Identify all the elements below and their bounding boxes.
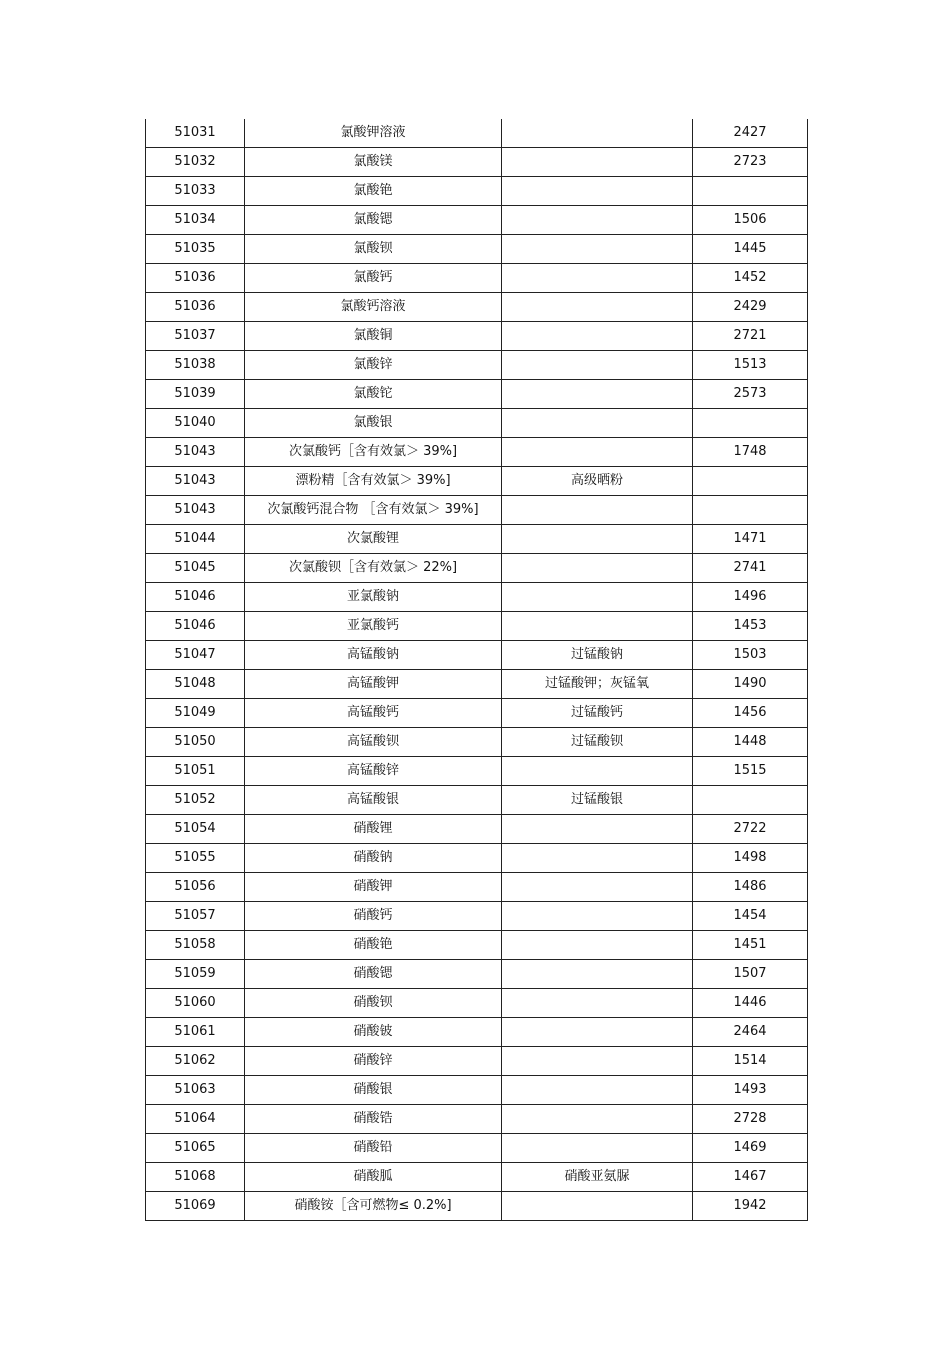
cell-name: 硝酸钠	[245, 844, 502, 873]
cell-alias: 过锰酸钙	[502, 699, 693, 728]
cell-alias	[502, 815, 693, 844]
cell-alias	[502, 264, 693, 293]
cell-alias	[502, 409, 693, 438]
cell-number: 51043	[146, 496, 245, 525]
cell-un-number: 1471	[693, 525, 808, 554]
cell-number: 51068	[146, 1163, 245, 1192]
cell-number: 51031	[146, 119, 245, 148]
cell-number: 51049	[146, 699, 245, 728]
cell-number: 51047	[146, 641, 245, 670]
cell-number: 51061	[146, 1018, 245, 1047]
cell-alias	[502, 322, 693, 351]
cell-un-number	[693, 496, 808, 525]
table-row	[146, 351, 808, 380]
cell-un-number: 1490	[693, 670, 808, 699]
table-row	[146, 844, 808, 873]
table-row	[146, 1018, 808, 1047]
cell-alias	[502, 1018, 693, 1047]
cell-name: 氯酸锶	[245, 206, 502, 235]
cell-alias	[502, 380, 693, 409]
cell-un-number: 1503	[693, 641, 808, 670]
cell-name: 氯酸钾溶液	[245, 119, 502, 148]
cell-number: 51064	[146, 1105, 245, 1134]
cell-number: 51045	[146, 554, 245, 583]
cell-un-number: 1515	[693, 757, 808, 786]
cell-un-number	[693, 409, 808, 438]
table-row	[146, 554, 808, 583]
cell-name: 次氯酸钙混合物 ［含有效氯＞ 39%]	[245, 496, 502, 525]
cell-un-number: 1469	[693, 1134, 808, 1163]
table-row	[146, 467, 808, 496]
cell-name: 硝酸铅	[245, 1134, 502, 1163]
cell-name: 次氯酸钡［含有效氯＞ 22%]	[245, 554, 502, 583]
table-row	[146, 902, 808, 931]
cell-alias	[502, 148, 693, 177]
cell-name: 高锰酸钠	[245, 641, 502, 670]
cell-alias	[502, 293, 693, 322]
cell-number: 51048	[146, 670, 245, 699]
cell-name: 硝酸铯	[245, 931, 502, 960]
cell-un-number: 2721	[693, 322, 808, 351]
cell-un-number: 2573	[693, 380, 808, 409]
table-row	[146, 235, 808, 264]
cell-un-number	[693, 467, 808, 496]
cell-number: 51043	[146, 467, 245, 496]
cell-alias	[502, 1134, 693, 1163]
cell-un-number: 1451	[693, 931, 808, 960]
table-row	[146, 641, 808, 670]
cell-number: 51057	[146, 902, 245, 931]
cell-number: 51062	[146, 1047, 245, 1076]
cell-name: 高锰酸锌	[245, 757, 502, 786]
table-row	[146, 612, 808, 641]
cell-number: 51065	[146, 1134, 245, 1163]
table-row	[146, 380, 808, 409]
cell-name: 氯酸钡	[245, 235, 502, 264]
cell-alias: 过锰酸钠	[502, 641, 693, 670]
cell-alias	[502, 177, 693, 206]
cell-un-number: 1506	[693, 206, 808, 235]
table-row	[146, 264, 808, 293]
table-row	[146, 989, 808, 1018]
cell-name: 氯酸铊	[245, 380, 502, 409]
table-row	[146, 1076, 808, 1105]
cell-name: 硝酸锶	[245, 960, 502, 989]
cell-name: 氯酸银	[245, 409, 502, 438]
cell-name: 硝酸钙	[245, 902, 502, 931]
cell-alias	[502, 844, 693, 873]
cell-number: 51043	[146, 438, 245, 467]
cell-un-number: 2429	[693, 293, 808, 322]
cell-un-number: 1507	[693, 960, 808, 989]
cell-number: 51044	[146, 525, 245, 554]
cell-alias	[502, 757, 693, 786]
cell-alias	[502, 902, 693, 931]
cell-name: 硝酸胍	[245, 1163, 502, 1192]
table-row	[146, 757, 808, 786]
cell-number: 51060	[146, 989, 245, 1018]
cell-un-number: 2723	[693, 148, 808, 177]
cell-un-number: 2427	[693, 119, 808, 148]
cell-name: 硝酸钾	[245, 873, 502, 902]
table-row	[146, 583, 808, 612]
table-row	[146, 322, 808, 351]
cell-alias	[502, 1076, 693, 1105]
cell-un-number: 1496	[693, 583, 808, 612]
cell-alias	[502, 931, 693, 960]
cell-un-number: 1453	[693, 612, 808, 641]
cell-un-number: 2728	[693, 1105, 808, 1134]
cell-alias	[502, 119, 693, 148]
cell-un-number: 2722	[693, 815, 808, 844]
table-row	[146, 670, 808, 699]
cell-number: 51063	[146, 1076, 245, 1105]
cell-name: 次氯酸锂	[245, 525, 502, 554]
cell-name: 次氯酸钙［含有效氯＞ 39%]	[245, 438, 502, 467]
cell-alias	[502, 1047, 693, 1076]
cell-number: 51033	[146, 177, 245, 206]
table-row	[146, 728, 808, 757]
cell-alias	[502, 525, 693, 554]
cell-alias	[502, 235, 693, 264]
cell-alias: 过锰酸银	[502, 786, 693, 815]
table-row	[146, 931, 808, 960]
table-row	[146, 177, 808, 206]
cell-number: 51035	[146, 235, 245, 264]
cell-number: 51052	[146, 786, 245, 815]
cell-name: 漂粉精［含有效氯＞ 39%]	[245, 467, 502, 496]
cell-name: 高锰酸钾	[245, 670, 502, 699]
cell-alias	[502, 1105, 693, 1134]
table-row	[146, 525, 808, 554]
cell-name: 硝酸锂	[245, 815, 502, 844]
cell-alias	[502, 960, 693, 989]
cell-alias	[502, 989, 693, 1018]
table-row	[146, 293, 808, 322]
cell-number: 51046	[146, 612, 245, 641]
cell-number: 51059	[146, 960, 245, 989]
cell-number: 51032	[146, 148, 245, 177]
cell-name: 氯酸钙	[245, 264, 502, 293]
cell-alias	[502, 496, 693, 525]
cell-alias	[502, 206, 693, 235]
cell-number: 51054	[146, 815, 245, 844]
cell-number: 51050	[146, 728, 245, 757]
cell-number: 51055	[146, 844, 245, 873]
cell-alias	[502, 583, 693, 612]
cell-alias	[502, 1192, 693, 1221]
table-row	[146, 206, 808, 235]
table-row	[146, 815, 808, 844]
cell-alias	[502, 351, 693, 380]
cell-un-number: 1513	[693, 351, 808, 380]
table-row	[146, 1134, 808, 1163]
cell-name: 氯酸铜	[245, 322, 502, 351]
cell-name: 高锰酸银	[245, 786, 502, 815]
cell-un-number: 1456	[693, 699, 808, 728]
cell-number: 51037	[146, 322, 245, 351]
cell-name: 硝酸铍	[245, 1018, 502, 1047]
cell-name: 硝酸铵［含可燃物≤ 0.2%]	[245, 1192, 502, 1221]
cell-name: 氯酸铯	[245, 177, 502, 206]
cell-un-number	[693, 177, 808, 206]
cell-un-number: 1467	[693, 1163, 808, 1192]
cell-un-number: 1748	[693, 438, 808, 467]
cell-un-number: 1445	[693, 235, 808, 264]
cell-name: 硝酸锆	[245, 1105, 502, 1134]
cell-un-number: 1454	[693, 902, 808, 931]
cell-name: 硝酸银	[245, 1076, 502, 1105]
cell-number: 51034	[146, 206, 245, 235]
cell-alias: 过锰酸钾；灰锰氧	[502, 670, 693, 699]
cell-un-number	[693, 786, 808, 815]
cell-alias	[502, 873, 693, 902]
cell-name: 硝酸锌	[245, 1047, 502, 1076]
cell-number: 51051	[146, 757, 245, 786]
cell-name: 亚氯酸钙	[245, 612, 502, 641]
cell-un-number: 1446	[693, 989, 808, 1018]
table-row	[146, 1163, 808, 1192]
cell-un-number: 1942	[693, 1192, 808, 1221]
table-row	[146, 873, 808, 902]
cell-number: 51038	[146, 351, 245, 380]
table-row	[146, 960, 808, 989]
cell-alias	[502, 612, 693, 641]
cell-alias	[502, 438, 693, 467]
cell-un-number: 1486	[693, 873, 808, 902]
cell-number: 51036	[146, 293, 245, 322]
cell-un-number: 2464	[693, 1018, 808, 1047]
cell-un-number: 2741	[693, 554, 808, 583]
chemical-table	[145, 119, 808, 1221]
cell-number: 51056	[146, 873, 245, 902]
table-row	[146, 438, 808, 467]
cell-number: 51039	[146, 380, 245, 409]
cell-name: 硝酸钡	[245, 989, 502, 1018]
table-row	[146, 1192, 808, 1221]
chemical-table-body	[146, 119, 808, 1221]
cell-number: 51058	[146, 931, 245, 960]
cell-alias: 高级晒粉	[502, 467, 693, 496]
cell-alias: 硝酸亚氨脲	[502, 1163, 693, 1192]
table-row	[146, 786, 808, 815]
table-row	[146, 1047, 808, 1076]
table-row	[146, 119, 808, 148]
cell-number: 51036	[146, 264, 245, 293]
cell-name: 氯酸镁	[245, 148, 502, 177]
cell-un-number: 1452	[693, 264, 808, 293]
cell-number: 51069	[146, 1192, 245, 1221]
cell-alias	[502, 554, 693, 583]
table-row	[146, 409, 808, 438]
cell-un-number: 1448	[693, 728, 808, 757]
cell-name: 氯酸钙溶液	[245, 293, 502, 322]
cell-name: 氯酸锌	[245, 351, 502, 380]
cell-un-number: 1498	[693, 844, 808, 873]
cell-un-number: 1493	[693, 1076, 808, 1105]
table-row	[146, 1105, 808, 1134]
cell-number: 51046	[146, 583, 245, 612]
cell-name: 亚氯酸钠	[245, 583, 502, 612]
table-row	[146, 496, 808, 525]
table-row	[146, 699, 808, 728]
cell-name: 高锰酸钙	[245, 699, 502, 728]
cell-un-number: 1514	[693, 1047, 808, 1076]
cell-alias: 过锰酸钡	[502, 728, 693, 757]
cell-name: 高锰酸钡	[245, 728, 502, 757]
cell-number: 51040	[146, 409, 245, 438]
table-row	[146, 148, 808, 177]
